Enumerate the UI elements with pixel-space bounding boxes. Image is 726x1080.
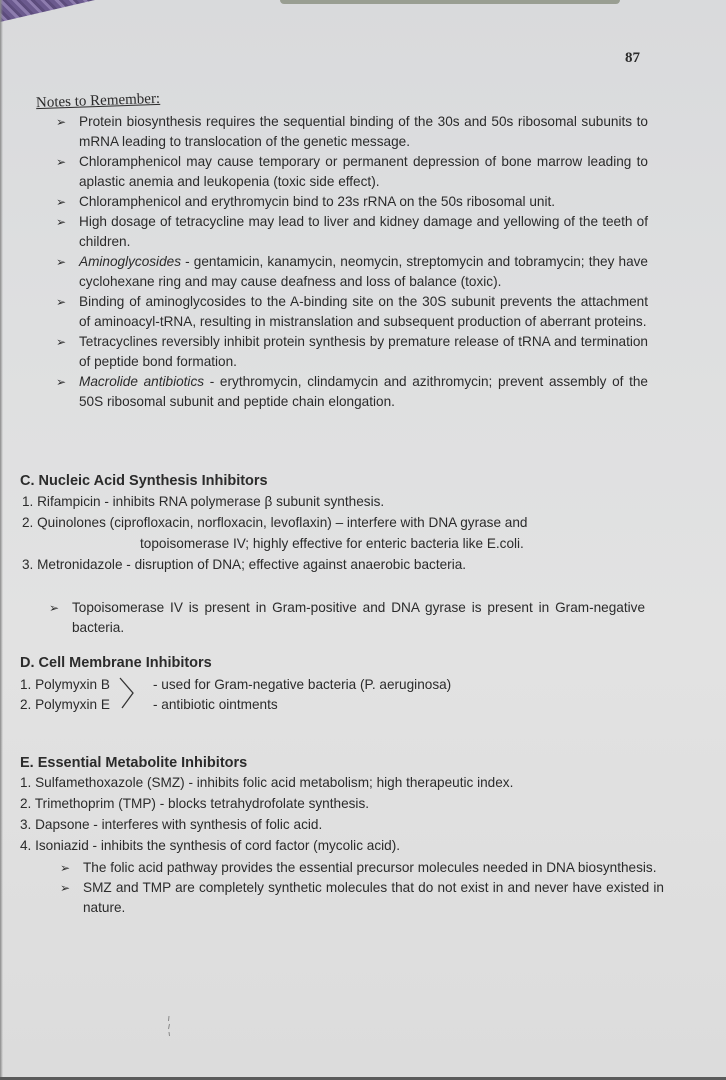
notes-bullet: ➢ Topoisomerase IV is present in Gram-positive and DNA gyrase is present in Gram-negative bacteria. [49,600,645,635]
notes-bullet-list [52,112,648,412]
grouping-bracket-icon [118,675,138,711]
drug-class-term: Aminoglycosides [79,254,181,269]
arrow-bullet-icon: ➢ [60,881,71,895]
drug-class-term: Macrolide antibiotics [79,374,205,389]
arrow-bullet-icon: ➢ [56,115,67,129]
notes-bullet: ➢ SMZ and TMP are completely synthetic molecules that do not exist in and never have existed in nature. [60,880,664,915]
section-d-heading: D. Cell Membrane Inhibitors [20,655,212,671]
section-d-use: - antibiotic ointments [153,697,278,712]
arrow-bullet-icon: ➢ [56,195,67,209]
section-e-item: 1. Sulfamethoxazole (SMZ) - inhibits folic acid metabolism; high therapeutic index. [20,775,514,790]
page-number: 87 [625,50,640,66]
notes-bullet: ➢ Protein biosynthesis requires the sequential binding of the 30s and 50s ribosomal subunits to mRNA leading to translocation of the genetic message. [56,114,648,149]
section-e-item: 4. Isoniazid - inhibits the synthesis of cord factor (mycolic acid). [20,838,401,853]
section-c-note [45,598,645,638]
section-c-item: 1. Rifampicin - inhibits RNA polymerase β subunit synthesis. [22,494,385,509]
notes-bullet: ➢ Chloramphenicol and erythromycin bind to 23s rRNA on the 50s ribosomal unit. [52,192,648,212]
pen-mark [167,1015,171,1037]
background-fabric [0,0,95,22]
section-d-use: - used for Gram-negative bacteria (P. aeruginosa) [153,677,452,692]
section-e-item: 3. Dapsone - interferes with synthesis of folic acid. [20,817,323,832]
section-e-notes [56,858,664,918]
notes-bullet: ➢ The folic acid pathway provides the essential precursor molecules needed in DNA biosynthesis. [56,858,664,878]
arrow-bullet-icon: ➢ [60,861,71,875]
arrow-bullet-icon: ➢ [56,155,67,169]
notes-bullet: ➢ Tetracyclines reversibly inhibit protein synthesis by premature release of tRNA and termination of peptide bond formation. [56,334,648,369]
section-c-heading: C. Nucleic Acid Synthesis Inhibitors [20,473,268,489]
notes-bullet: ➢ Aminoglycosides - gentamicin, kanamycin, neomycin, streptomycin and tobramycin; they have cyclohexane ring and may cause deafness and loss of balance (toxic). [56,254,648,289]
notes-bullet: ➢ High dosage of tetracycline may lead to liver and kidney damage and yellowing of the teeth of children. [56,214,648,249]
section-d-drug: 2. Polymyxin E [20,697,110,712]
section-c-item: 3. Metronidazole - disruption of DNA; effective against anaerobic bacteria. [22,557,467,572]
notes-bullet: ➢ Chloramphenicol may cause temporary or permanent depression of bone marrow leading to aplastic anemia and leukopenia (toxic side effect). [56,154,648,189]
section-e-heading: E. Essential Metabolite Inhibitors [20,755,248,771]
section-d-drug: 1. Polymyxin B [20,677,110,692]
arrow-bullet-icon: ➢ [56,295,67,309]
top-edge-shadow [280,0,620,4]
page-left-edge [0,0,3,1080]
arrow-bullet-icon: ➢ [56,375,67,389]
section-e-item: 2. Trimethoprim (TMP) - blocks tetrahydrofolate synthesis. [20,796,370,811]
notes-title: Notes to Remember: [35,90,161,112]
section-c-item-continuation: topoisomerase IV; highly effective for enteric bacteria like E.coli. [140,536,524,551]
section-c-item: 2. Quinolones (ciprofloxacin, norfloxacin, levoflaxin) – interfere with DNA gyrase and [22,515,528,530]
arrow-bullet-icon: ➢ [56,215,67,229]
arrow-bullet-icon: ➢ [49,601,60,615]
notes-bullet: ➢ Macrolide antibiotics - erythromycin, clindamycin and azithromycin; prevent assembly of the 50S ribosomal subunit and peptide chain elongation. [56,374,648,409]
arrow-bullet-icon: ➢ [56,255,67,269]
arrow-bullet-icon: ➢ [56,335,67,349]
notes-bullet: ➢ Binding of aminoglycosides to the A-binding site on the 30S subunit prevents the attachment of aminoacyl-tRNA, resulting in mistranslation and subsequent production of aberrant proteins. [56,294,648,329]
